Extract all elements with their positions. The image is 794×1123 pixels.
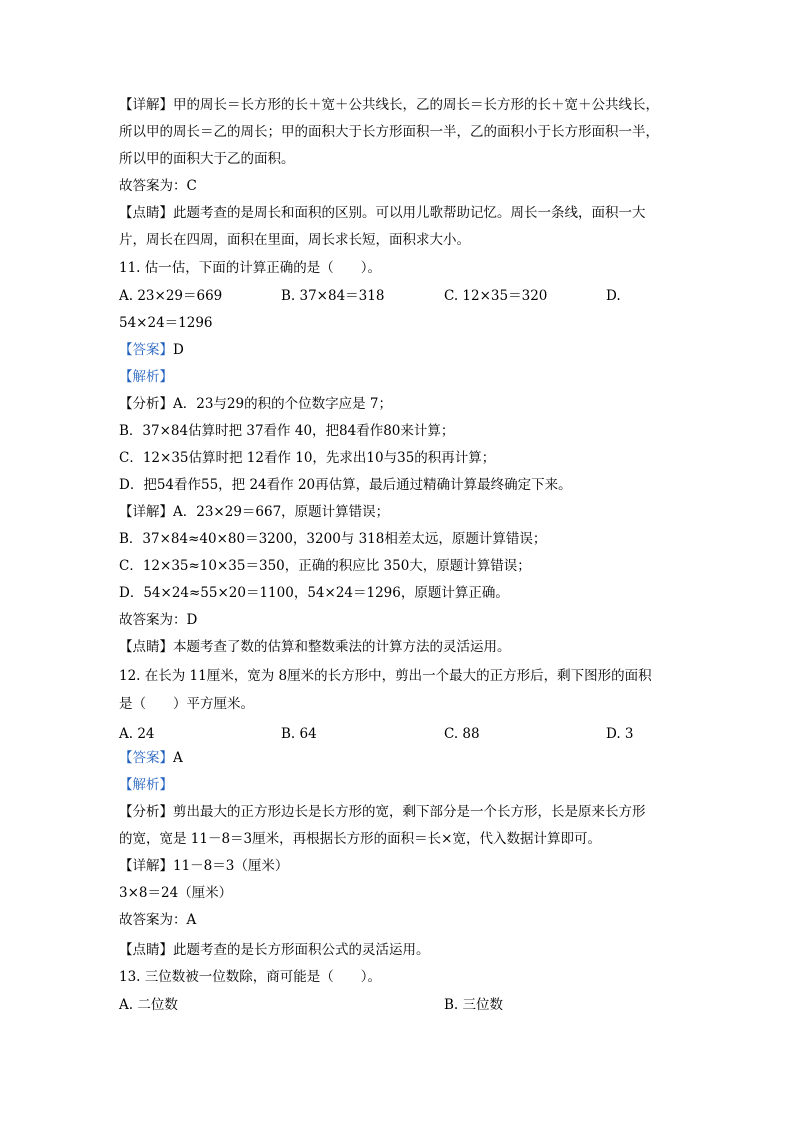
q12-conclusion: 故答案为：A — [119, 912, 197, 928]
q12-options — [119, 724, 679, 744]
q11-detail-c: C．12×35≈10×35＝350，正确的积应比 350大，原题计算错误； — [119, 558, 531, 574]
q12-analysis-tag: 【解析】 — [119, 777, 173, 793]
q13-options — [119, 995, 679, 1015]
question-12-line-1: 12. 在长为 11厘米，宽为 8厘米的长方形中，剪出一个最大的正方形后，剩下图形的面积 — [119, 668, 652, 684]
q11-analysis-a: 【分析】A．23与29的积的个位数字应是 7； — [119, 396, 392, 412]
detail-line-2: 所以甲的周长＝乙的周长；甲的面积大于长方形面积一半，乙的面积小于长方形面积一半， — [119, 124, 659, 140]
q11-conclusion: 故答案为：D — [119, 612, 198, 628]
answer-tag: 【答案】 — [119, 342, 173, 358]
q11-detail-a: 【详解】A．23×29＝667，原题计算错误； — [119, 504, 390, 520]
q13-option-b: B. 三位数 — [444, 997, 504, 1013]
detail-line-1: 【详解】甲的周长＝长方形的长＋宽＋公共线长，乙的周长＝长方形的长＋宽＋公共线长， — [119, 97, 659, 113]
q11-option-c: C. 12×35＝320 — [444, 288, 548, 304]
q12-remark: 【点睛】此题考查的是长方形面积公式的灵活运用。 — [119, 942, 430, 958]
remark-line-1: 【点睛】此题考查的是周长和面积的区别。可以用儿歌帮助记忆。周长一条线，面积一大 — [119, 205, 646, 221]
q11-detail-b: B．37×84≈40×80＝3200，3200与 318相差太远，原题计算错误； — [119, 531, 547, 547]
q11-answer — [119, 340, 184, 360]
q12-analysis-line-2: 的宽，宽是 11－8＝3厘米，再根据长方形的面积＝长×宽，代入数据计算即可。 — [119, 831, 601, 847]
remark-line-2: 片，周长在四周，面积在里面，周长求长短，面积求大小。 — [119, 232, 470, 248]
q12-analysis-line-1: 【分析】剪出最大的正方形边长是长方形的宽，剩下部分是一个长方形，长是原来长方形 — [119, 804, 646, 820]
q11-detail-d: D．54×24≈55×20＝1100，54×24＝1296，原题计算正确。 — [119, 585, 509, 601]
q11-analysis-tag: 【解析】 — [119, 369, 173, 385]
answer-tag: 【答案】 — [119, 750, 173, 766]
q11-option-d: D. — [606, 288, 621, 304]
answer-line-q10: 故答案为：C — [119, 178, 197, 194]
question-12-line-2: 是（ ）平方厘米。 — [119, 696, 254, 712]
question-13: 13. 三位数被一位数除，商可能是（ ）。 — [119, 969, 382, 985]
q11-remark: 【点睛】本题考查了数的估算和整数乘法的计算方法的灵活运用。 — [119, 639, 511, 655]
q12-option-d: D. 3 — [606, 726, 634, 742]
q11-analysis-b: B．37×84估算时把 37看作 40，把84看作80来计算； — [119, 423, 455, 439]
q11-option-d-value: 54×24＝1296 — [119, 315, 213, 331]
q12-option-b: B. 64 — [281, 726, 317, 742]
q12-answer — [119, 748, 183, 768]
q11-analysis-d: D．把54看作55，把 24看作 20再估算，最后通过精确计算最终确定下来。 — [119, 477, 572, 493]
q12-option-c: C. 88 — [444, 726, 480, 742]
q12-detail-line-1: 【详解】11－8＝3（厘米） — [119, 858, 289, 874]
detail-line-3: 所以甲的面积大于乙的面积。 — [119, 151, 295, 167]
q13-option-a: A. 二位数 — [119, 997, 178, 1013]
question-11: 11. 估一估，下面的计算正确的是（ ）。 — [119, 260, 382, 276]
q12-detail-line-2: 3×8＝24（厘米） — [119, 885, 233, 901]
q11-analysis-c: C．12×35估算时把 12看作 10，先求出10与35的积再计算； — [119, 450, 496, 466]
q11-option-b: B. 37×84＝318 — [281, 288, 385, 304]
answer-value: A — [173, 750, 183, 766]
q11-options — [119, 286, 679, 306]
q11-option-a: A. 23×29＝669 — [119, 288, 223, 304]
answer-value: D — [173, 342, 184, 358]
q12-option-a: A. 24 — [119, 726, 155, 742]
